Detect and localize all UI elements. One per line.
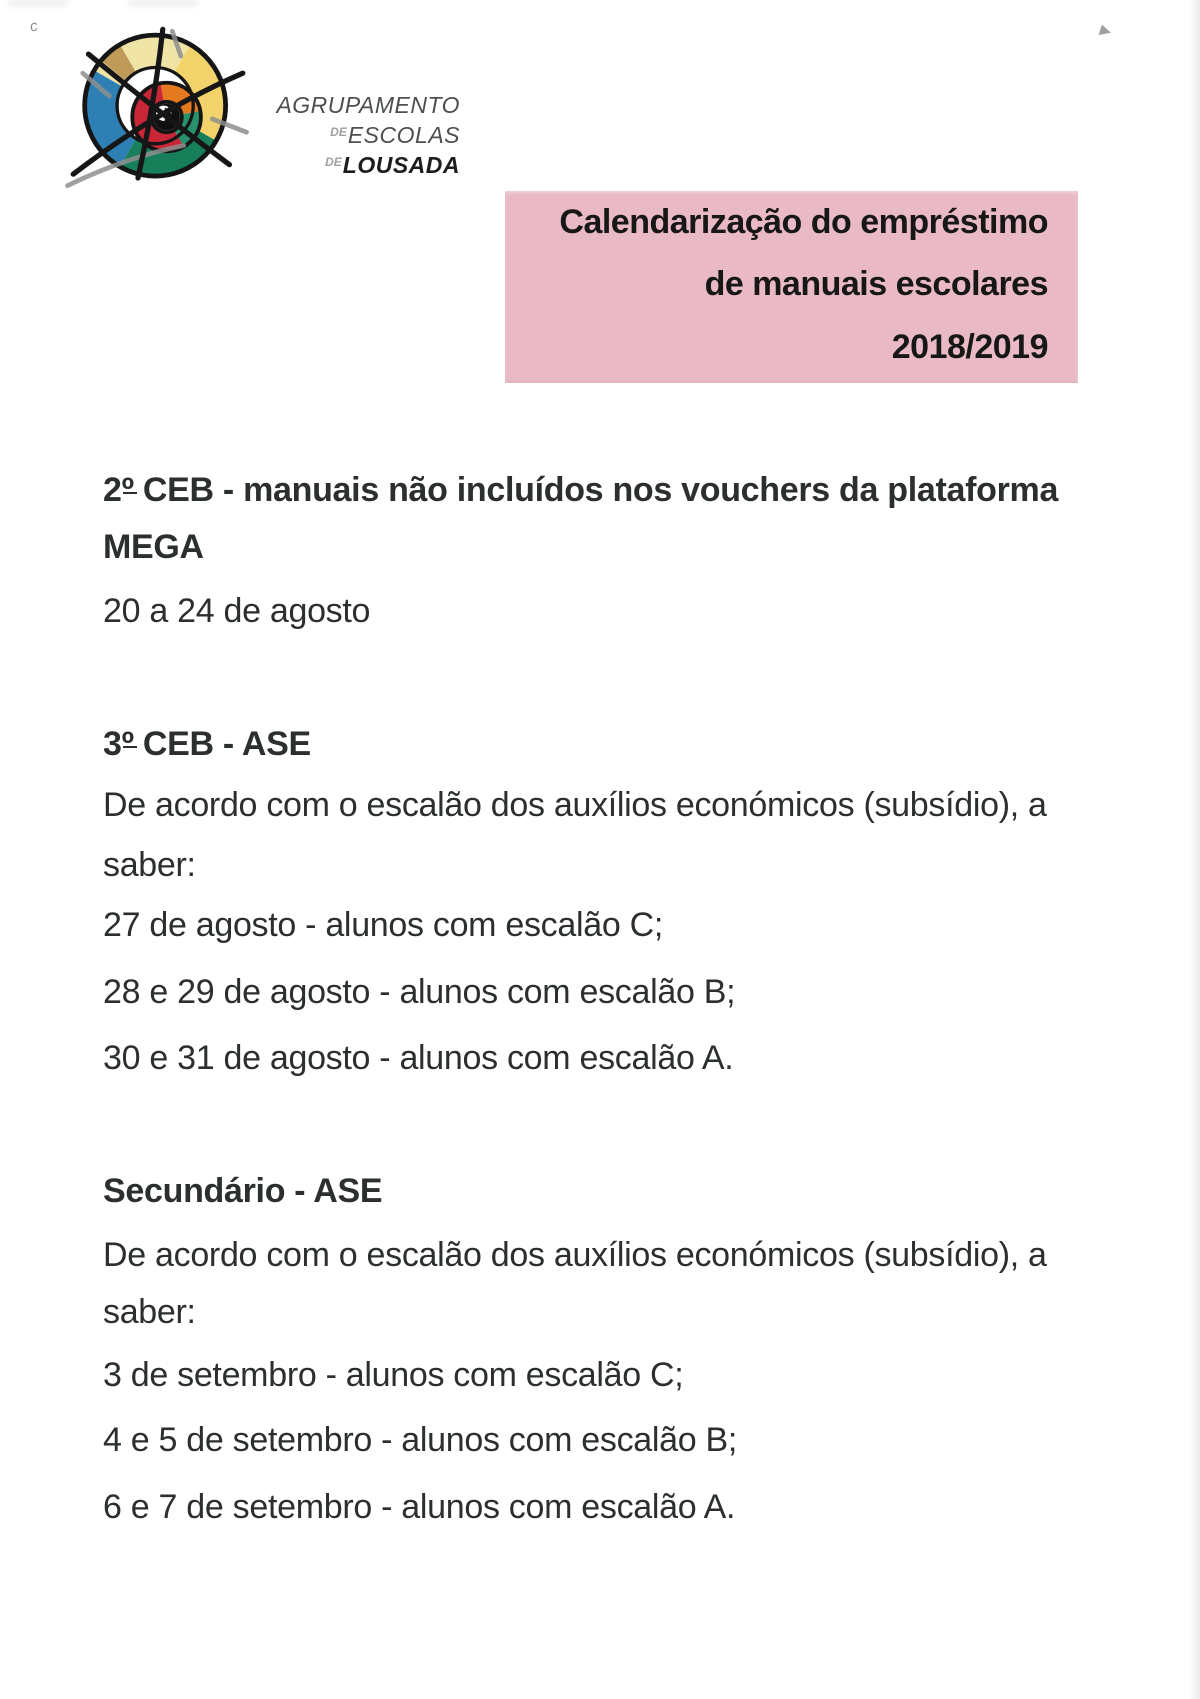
section-3-item-2: 4 e 5 de setembro - alunos com escalão B; (103, 1421, 738, 1459)
section-3-intro-line2: saber: (103, 1293, 196, 1331)
org-name-line3 (240, 149, 460, 179)
section-2-item-3: 30 e 31 de agosto - alunos com escalão A. (103, 1039, 734, 1077)
org-name-line1: AGRUPAMENTO (276, 92, 460, 118)
section-3-intro-line1: De acordo com o escalão dos auxílios económicos (subsídio), a (103, 1236, 1047, 1274)
scan-smudge (128, 0, 198, 6)
section-2-item-1: 27 de agosto - alunos com escalão C; (103, 906, 663, 944)
section-2-intro-line1: De acordo com o escalão dos auxílios económicos (subsídio), a (103, 786, 1047, 824)
scan-edge-shading (1188, 0, 1200, 1699)
section-2-item-2: 28 e 29 de agosto - alunos com escalão B; (103, 973, 736, 1011)
cursor-arrow-artifact (1099, 25, 1113, 39)
heading-number: 3 (103, 725, 122, 763)
heading-text: CEB - manuais não incluídos nos vouchers da plataforma (133, 471, 1059, 509)
ordinal-indicator: º (121, 725, 134, 763)
section-2-heading (103, 724, 311, 764)
title-line-3: 2018/2019 (891, 328, 1048, 366)
section-1-date-range: 20 a 24 de agosto (103, 592, 371, 630)
ordinal-indicator: º (121, 471, 134, 509)
section-1-heading-line2: MEGA (103, 528, 204, 566)
scan-smudge (8, 0, 68, 6)
title-line-2: de manuais escolares (704, 265, 1048, 303)
org-de-prefix: DE (330, 125, 347, 139)
section-3-item-1: 3 de setembro - alunos com escalão C; (103, 1356, 684, 1394)
org-name-lousada: LOUSADA (342, 152, 460, 178)
school-logo-icon (58, 20, 258, 195)
org-de-prefix: DE (325, 155, 342, 169)
section-2-intro-line2: saber: (103, 846, 196, 884)
section-1-heading (103, 470, 1058, 510)
heading-number: 2 (103, 471, 122, 509)
section-3-heading: Secundário - ASE (103, 1172, 383, 1210)
section-3-item-3: 6 e 7 de setembro - alunos com escalão A. (103, 1488, 736, 1526)
organisation-name (240, 92, 460, 179)
org-name-escolas: ESCOLAS (347, 122, 460, 148)
scan-pen-mark: c (28, 17, 40, 36)
document-title-box (505, 191, 1078, 383)
org-name-line2 (240, 119, 460, 149)
title-line-1: Calendarização do empréstimo (559, 203, 1048, 241)
heading-text: CEB - ASE (133, 725, 311, 763)
